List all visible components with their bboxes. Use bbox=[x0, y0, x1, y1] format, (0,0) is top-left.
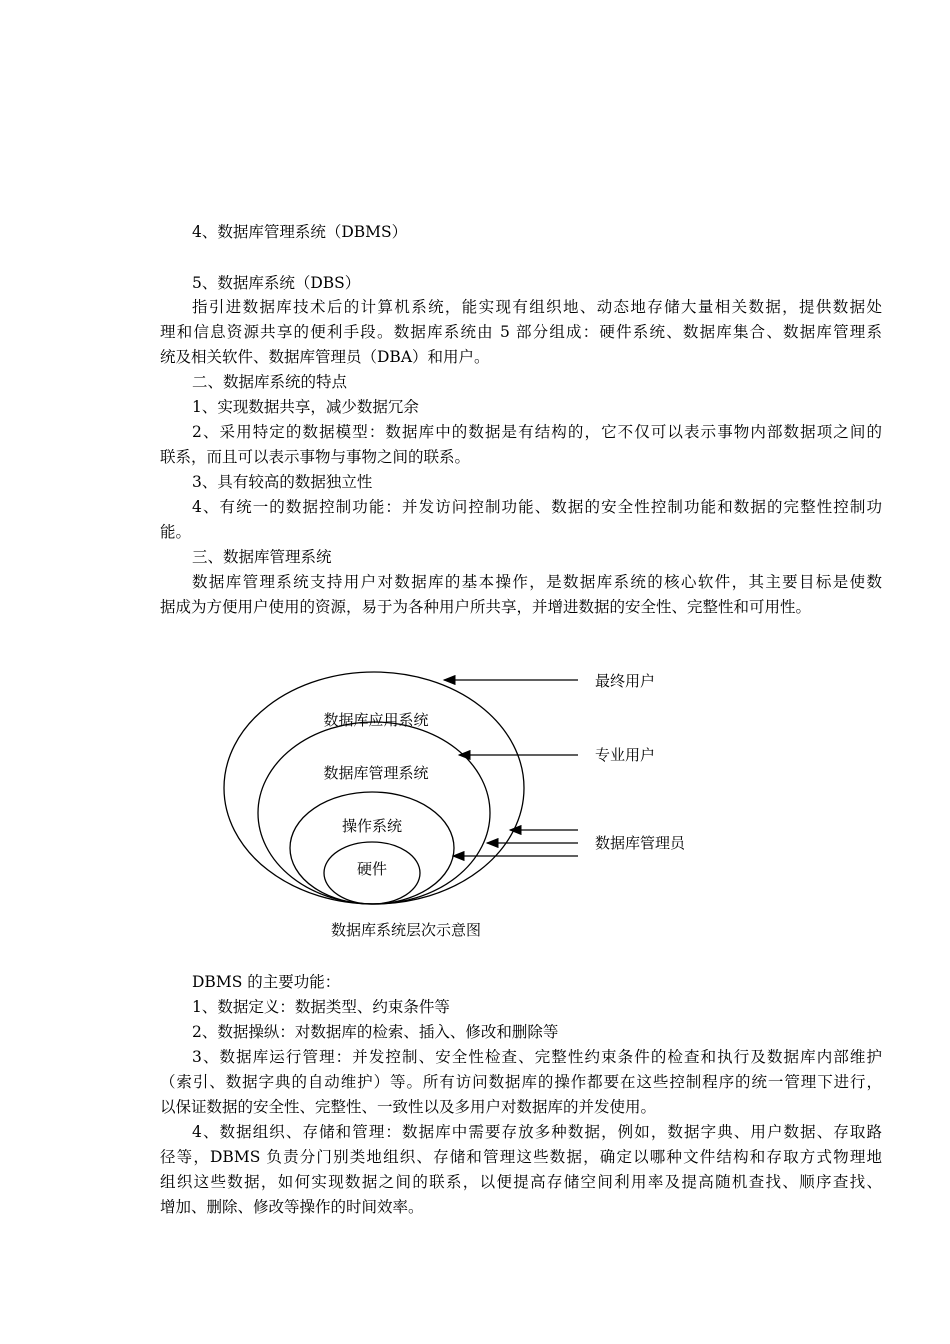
function-item: 3、数据库运行管理：并发控制、安全性检查、完整性约束条件的检查和执行及数据库内部维护 bbox=[192, 1048, 882, 1066]
heading-dbms: 4、数据库管理系统（DBMS） bbox=[192, 223, 408, 241]
feature-item: 3、具有较高的数据独立性 bbox=[192, 473, 373, 491]
layer-dbms-label: 数据库管理系统 bbox=[323, 764, 429, 782]
function-item-cont: （索引、数据字典的自动维护）等。所有访问数据库的操作都要在这些控制程序的统一管理下进行， bbox=[160, 1073, 882, 1091]
layer-app-label: 数据库应用系统 bbox=[323, 711, 429, 729]
dbs-paragraph-line: 统及相关软件、数据库管理员（DBA）和用户。 bbox=[160, 348, 490, 366]
feature-item-cont: 能。 bbox=[160, 523, 192, 541]
diagram-caption: 数据库系统层次示意图 bbox=[330, 921, 482, 939]
dba-label: 数据库管理员 bbox=[595, 834, 686, 852]
db-system-layer-diagram bbox=[0, 640, 950, 950]
feature-item-cont: 联系，而且可以表示事物与事物之间的联系。 bbox=[160, 448, 471, 466]
function-item-cont: 径等，DBMS 负责分门别类地组织、存储和管理这些数据，确定以哪种文件结构和存取方式物理地 bbox=[160, 1148, 882, 1166]
function-item: 1、数据定义：数据类型、约束条件等 bbox=[192, 998, 450, 1016]
pro-user-label: 专业用户 bbox=[595, 746, 656, 764]
layer-hw-label: 硬件 bbox=[356, 860, 388, 878]
dbs-paragraph-line: 指引进数据库技术后的计算机系统，能实现有组织地、动态地存储大量相关数据，提供数据处 bbox=[192, 298, 882, 316]
function-item-cont: 以保证数据的安全性、完整性、一致性以及多用户对数据库的并发使用。 bbox=[160, 1098, 657, 1116]
feature-item: 2、采用特定的数据模型：数据库中的数据是有结构的，它不仅可以表示事物内部数据项之间的 bbox=[192, 423, 882, 441]
dbs-paragraph-line: 理和信息资源共享的便利手段。数据库系统由 5 部分组成：硬件系统、数据库集合、数据库管理系 bbox=[160, 323, 882, 341]
function-item: 4、数据组织、存储和管理：数据库中需要存放多种数据，例如，数据字典、用户数据、存取路 bbox=[192, 1123, 882, 1141]
function-item-cont: 增加、删除、修改等操作的时间效率。 bbox=[160, 1198, 424, 1216]
feature-item: 4、有统一的数据控制功能：并发访问控制功能、数据的安全性控制功能和数据的完整性控制功 bbox=[192, 498, 882, 516]
end-user-label: 最终用户 bbox=[595, 672, 656, 690]
feature-item: 1、实现数据共享，减少数据冗余 bbox=[192, 398, 419, 416]
heading-dbs: 5、数据库系统（DBS） bbox=[192, 274, 361, 292]
dbms-heading: 三、数据库管理系统 bbox=[192, 548, 332, 566]
layer-os-ellipse bbox=[290, 792, 454, 904]
functions-heading: DBMS 的主要功能： bbox=[192, 973, 341, 991]
features-heading: 二、数据库系统的特点 bbox=[192, 373, 348, 391]
function-item: 2、数据操纵：对数据库的检索、插入、修改和删除等 bbox=[192, 1023, 559, 1041]
function-item-cont: 组织这些数据，如何实现数据之间的联系，以便提高存储空间利用率及提高随机查找、顺序查找、 bbox=[160, 1173, 882, 1191]
dbms-paragraph-line: 数据库管理系统支持用户对数据库的基本操作，是数据库系统的核心软件，其主要目标是使数 bbox=[192, 573, 882, 591]
layer-os-label: 操作系统 bbox=[341, 817, 403, 835]
dbms-paragraph-line: 据成为方便用户使用的资源，易于为各种用户所共享，并增进数据的安全性、完整性和可用性。 bbox=[160, 598, 812, 616]
